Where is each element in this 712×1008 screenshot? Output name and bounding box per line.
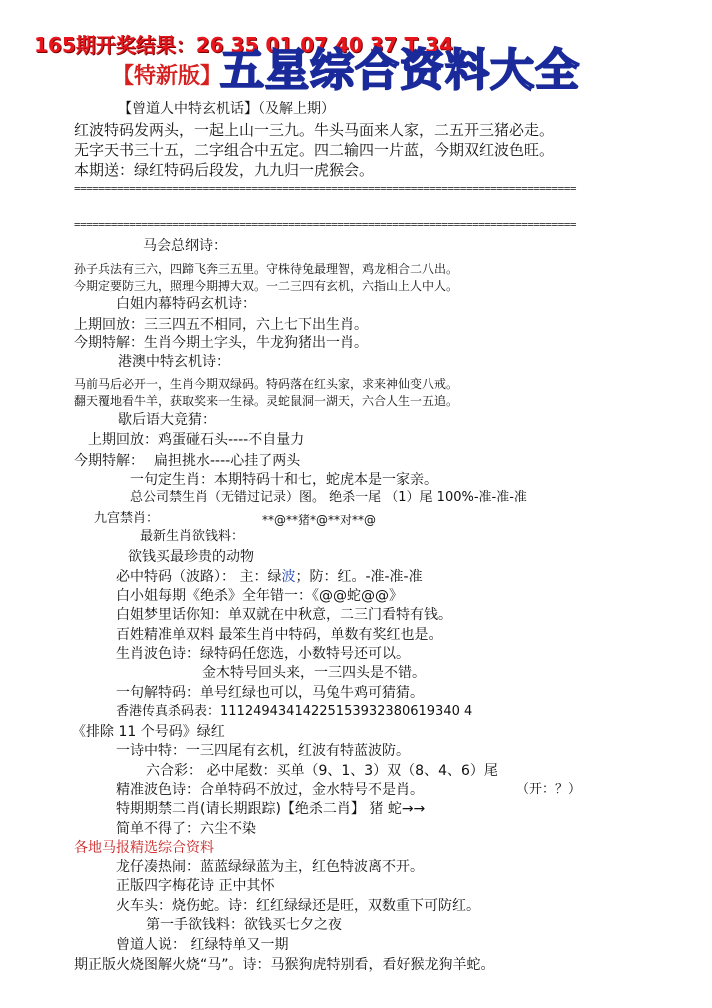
text-line: 第一手欲钱料：欲钱买七夕之夜 — [146, 917, 342, 933]
separator-line: ================================================================================== — [74, 183, 577, 195]
text-line: 本期送：绿红特码后段发，九九归一虎猴会。 — [74, 161, 375, 179]
text-line: 《排除 11 个号码》绿红 — [72, 724, 225, 740]
text-line: 龙仔凑热闹：蓝蓝绿绿蓝为主，红色特波离不开。 — [116, 859, 424, 875]
text-line: 一句定生肖：本期特码十和七，蛇虎本是一家亲。 — [130, 472, 438, 488]
section-heading-mahui: 马会总纲诗： — [143, 238, 227, 254]
lottery-result-banner: 165期开奖结果：26 35 01 07 40 37 T 34 — [34, 33, 453, 57]
text-line: 期正版火烧图解火烧“马”。诗：马猴狗虎特别看，看好猴龙狗羊蛇。 — [74, 957, 495, 973]
text-line: 红波特码发两头，一起上山一三九。牛头马面来人家，二五开三猪必走。 — [74, 121, 555, 139]
section-heading-gangao: 港澳中特玄机诗： — [118, 354, 230, 370]
text-line: 简单不得了：六尘不染 — [116, 821, 256, 837]
text-line: 扁担挑水----心挂了两头 — [154, 453, 301, 469]
text-line: 白小姐每期《绝杀》全年错一：《@@蛇@@》 — [116, 588, 403, 604]
text-line-label: 九宫禁肖： — [94, 511, 160, 526]
text-line: 上期回放：鸡蛋碰石头----不自量力 — [88, 432, 305, 448]
text-line: 一句解特码：单号红绿也可以，马兔牛鸡可猜猜。 — [116, 685, 424, 701]
edition-label: 【特新版】 — [112, 64, 223, 89]
text-segment-blue: 波 — [281, 569, 296, 585]
text-line: 上期回放：三三四五不相同，六上七下出生肖。 — [74, 317, 368, 333]
text-line: 白姐梦里话你知：单双就在中秋意，二三门看特有钱。 — [116, 607, 452, 623]
separator-line: ================================================================================== — [74, 219, 577, 231]
text-line: 翻天覆地看牛羊，获取奖来一生禄。灵蛇鼠洞一湖天，六合人生一五追。 — [74, 394, 459, 408]
text-segment: ；防：红。-准-准-准 — [295, 569, 423, 585]
page-title: 五星综合资料大全 — [220, 45, 580, 96]
text-line: 生肖波色诗：绿特码任您选，小数特号还可以。 — [116, 646, 410, 662]
text-line: 孙子兵法有三六，四蹄飞奔三五里。守株待兔最理智，鸡龙相合二八出。 — [74, 262, 459, 276]
text-line: 总公司禁生肖（无错过记录）图。 绝杀一尾 （1）尾 100%-准-准-准 — [130, 490, 527, 505]
text-line: 百姓精准单双料 最笨生肖中特码，单数有奖红也是。 — [116, 627, 443, 643]
text-line: **@**猪*@**对**@ — [262, 513, 377, 527]
text-segment: 必中特码（波路）： 主：绿 — [116, 569, 282, 585]
text-line: 金木特号回头来，一三四头是不错。 — [202, 665, 426, 681]
section-heading-zeng: 【曾道人中特玄机话】（及解上期） — [118, 101, 335, 117]
section-heading-baijie: 白姐内幕特码玄机诗： — [116, 296, 256, 312]
text-line: 曾道人说： 红绿特单又一期 — [116, 937, 289, 953]
text-line: 特期期禁二肖(请长期跟踪)【绝杀二肖】 猪 蛇→→ — [116, 801, 426, 817]
text-line: 一诗中特：一三四尾有玄机，红波有特蓝波防。 — [116, 743, 410, 759]
text-line: 精准波色诗：合单特码不放过，金水特号不是肖。 — [116, 782, 424, 798]
text-line: 无字天书三十五，二字组合中五定。四二输四一片蓝，今期双红波色旺。 — [74, 141, 555, 159]
text-line: 火车头：烧伤蛇。诗：红红绿绿还是旺，双数重下可防红。 — [116, 898, 480, 914]
text-line: 马前马后必开一，生肖今期双绿码。特码落在红头家，求来神仙变八戒。 — [74, 377, 459, 391]
text-line — [116, 569, 423, 585]
text-line: （开：？） — [516, 782, 582, 797]
text-line: 今期特解：生肖今期土字头，牛龙狗猪出一肖。 — [74, 335, 368, 351]
section-heading-yuqian: 最新生肖欲钱料： — [140, 529, 245, 544]
text-line: 六合彩： 必中尾数：买单（9、1、3）双（8、4、6）尾 — [146, 763, 498, 779]
section-heading-xiehouyu: 歇后语大竞猜： — [118, 412, 216, 428]
text-line: 今期定要防三九，照理今期搏大双。一二三四有玄机，六指山上人中人。 — [74, 279, 459, 293]
text-line: 欲钱买最珍贵的动物 — [128, 549, 254, 565]
text-line: 香港传真杀码表：11124943414225153932380619340 4 — [116, 704, 473, 719]
section-heading-mabao: 各地马报精选综合资料 — [74, 840, 214, 856]
text-line-label: 今期特解： — [74, 453, 144, 469]
text-line: 正版四字梅花诗 正中其怀 — [116, 878, 275, 894]
